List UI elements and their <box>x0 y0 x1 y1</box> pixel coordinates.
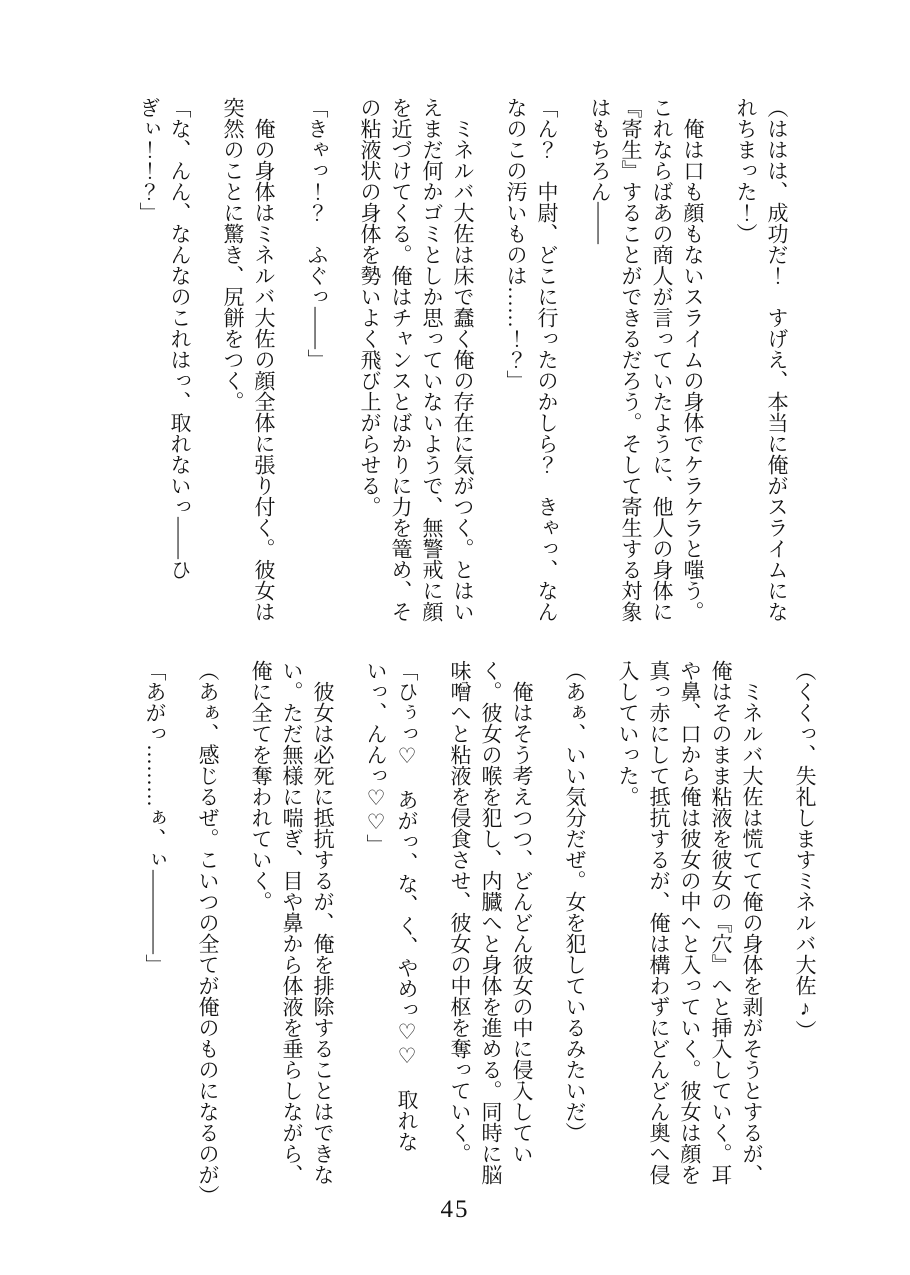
paragraph: 「ん？ 中尉、どこに行ったのかしら？ きゃっ、なんなのこの汚いものは……！？」 <box>504 97 559 622</box>
paragraph: （ははは、成功だ！ すげえ、本当に俺がスライムになれちまった！） <box>734 97 789 622</box>
paragraph: 俺の身体はミネルバ大佐の顔全体に張り付く。彼女は突然のことに驚き、尻餅をつく。 <box>221 97 276 622</box>
paragraph: 俺は口も顔もないスライムの身体でケラケラと嗤う。これならばあの商人が言っていたように、他人の身体に『寄生』することができるだろう。そして寄生する対象はもちろん―― <box>588 97 705 622</box>
paragraph: （くくっ、失礼しますミネルバ大佐♪） <box>793 660 817 1041</box>
page-number: 45 <box>440 1196 470 1223</box>
paragraph: （あぁ、いい気分だぜ。女を犯しているみたいだ） <box>563 660 587 1143</box>
text-block-bottom <box>139 660 820 1206</box>
paragraph: （あぁ、感じるぜ。こいつの全てが俺のものになるのが） <box>196 660 220 1206</box>
paragraph: 「ひぅっ♡ あがっ、な、く、やめっ♡♡ 取れないっ、んんっ♡♡」 <box>364 660 419 1152</box>
paragraph: 「きゃっ！？ ふぐっ――」 <box>305 97 329 370</box>
paragraph: 「あがっ………ぁ、ぃ――――」 <box>143 660 167 975</box>
paragraph: 俺はそう考えつつ、どんどん彼女の中に侵入していく。彼女の喉を犯し、内臓へと身体を進める。同時に脳味噌へと粘液を侵食させ、彼女の中枢を奪っていく。 <box>448 660 534 1185</box>
paragraph: 彼女は必死に抵抗するが、俺を排除することはできない。ただ無様に喘ぎ、目や鼻から体液を垂らしながら、俺に全てを奪われていく。 <box>249 660 335 1185</box>
paragraph: ミネルバ大佐は慌てて俺の身体を剥がそうとするが、俺はそのまま粘液を彼女の『穴』へと挿入していく。耳や鼻、口から俺は彼女の中へと入っていく。彼女は顔を真っ赤にして抵抗するが、俺は構わずにどんどん奥へ侵入していった。 <box>616 660 764 1185</box>
text-block-top <box>133 97 792 633</box>
paragraph: 「な、んん、なんなのこれはっ、取れないっ――ひぎぃ！！？」 <box>137 97 192 580</box>
paragraph: ミネルバ大佐は床で蠢く俺の存在に気がつく。とはいえまだ何かゴミとしか思っていないようで、無警戒に顔を近づけてくる。俺はチャンスとばかりに力を篭め、その粘液状の身体を勢いよく飛び上がらせる。 <box>358 97 475 622</box>
